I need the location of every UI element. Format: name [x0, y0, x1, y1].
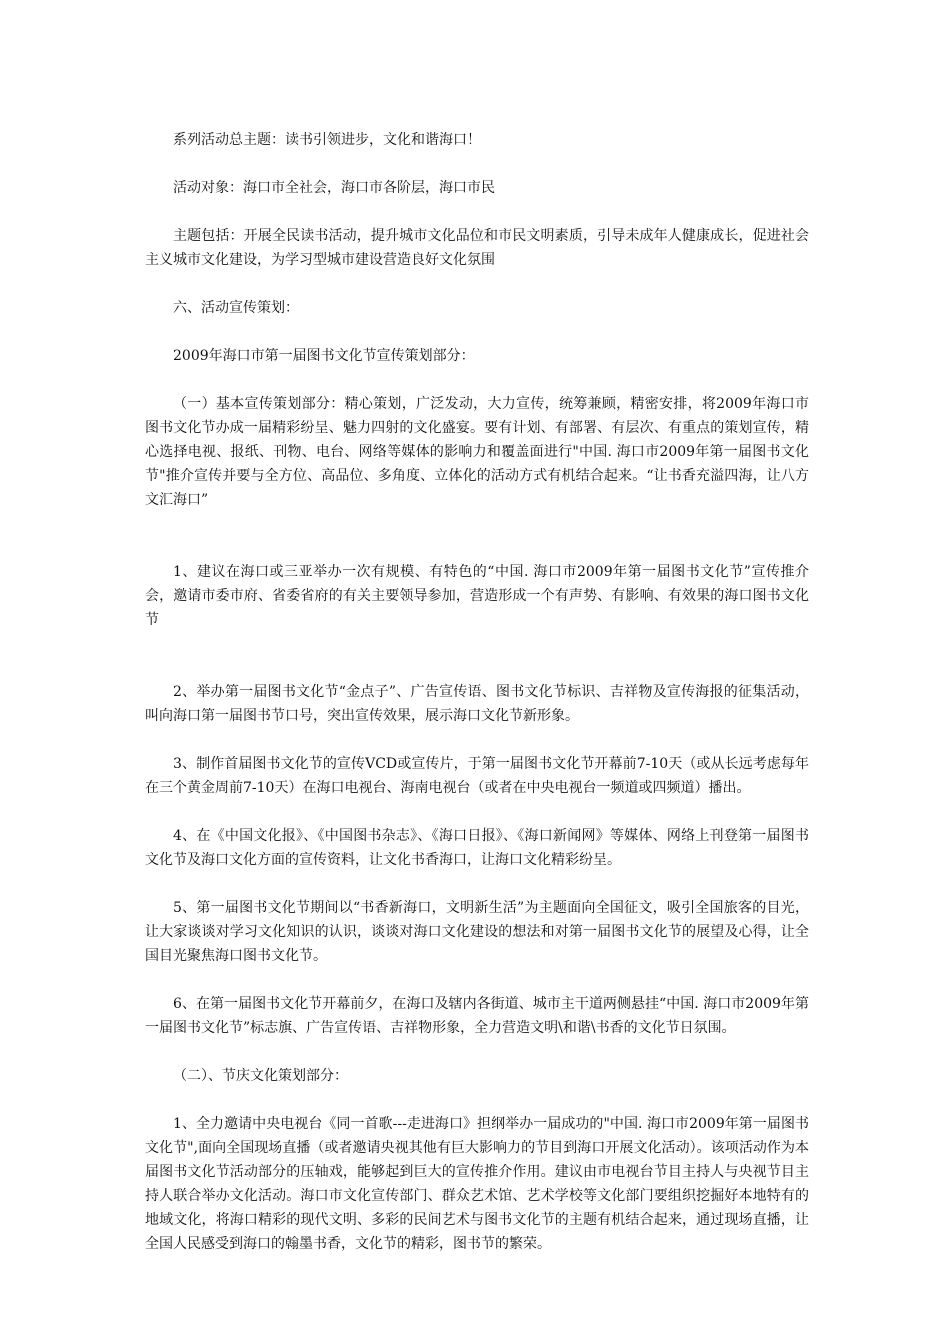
- section-heading-publicity: 六、活动宣传策划：: [173, 300, 299, 316]
- list-item-1: 1、建议在海口或三亚举办一次有规模、有特色的“中国. 海口市2009年第一届图书文化节”宣传推介会，邀请市委市府、省委省府的有关主要领导参加，营造形成一个有声势、有影响、有效果的海口图书文化节: [145, 564, 809, 628]
- list-item-festival-1: 1、全力邀请中央电视台《同一首歌---走进海口》担纲举办一届成功的"中国. 海口市2009年第一届图书文化节",面向全国现场直播（或者邀请央视其他有巨大影响力的节目到海口开展文化活动）。该项活动作为本届图书文化节活动部分的压轴戏，能够起到巨大的宣传推介作用。建议由市电视台节目主持人与央视节目主持人联合举办文化活动。海口市文化宣传部门、群众艺术馆、艺术学校等文化部门要组织挖掘好本地特有的地域文化，将海口精彩的现代文明、多彩的民间艺术与图书文化节的主题有机结合起来，通过现场直播，让全国人民感受到海口的翰墨书香，文化节的精彩，图书节的繁荣。: [145, 1116, 809, 1252]
- subheading-2009-festival: 2009年海口市第一届图书文化节宣传策划部分：: [173, 348, 475, 364]
- paragraph-target-audience: 活动对象：海口市全社会，海口市各阶层，海口市民: [173, 180, 495, 196]
- subheading-festival-culture: （二）、节庆文化策划部分：: [173, 1068, 348, 1084]
- list-item-3: 3、制作首届图书文化节的宣传VCD或宣传片，于第一届图书文化节开幕前7-10天（或从长远考虑每年在三个黄金周前7-10天）在海口电视台、海南电视台（或者在中央电视台一频道或四频道）播出。: [145, 756, 809, 796]
- document-body: [145, 128, 809, 1280]
- paragraph-main-theme: 系列活动总主题：读书引领进步，文化和谐海口！: [173, 132, 481, 148]
- paragraph-basic-publicity: （一）基本宣传策划部分：精心策划，广泛发动，大力宣传，统筹兼顾，精密安排，将2009年海口市图书文化节办成一届精彩纷呈、魅力四射的文化盛宴。要有计划、有部署、有层次、有重点的策划宣传，精心选择电视、报纸、刊物、电台、网络等媒体的影响力和覆盖面进行"中国. 海口市2009年第一届图书文化节"推介宣传并要与全方位、高品位、多角度、立体化的活动方式有机结合起来。“让书香充溢四海，让八方文汇海口”: [145, 396, 809, 508]
- list-item-4: 4、在《中国文化报》、《中国图书杂志》、《海口日报》、《海口新闻网》等媒体、网络上刊登第一届图书文化节及海口文化方面的宣传资料，让文化书香海口，让海口文化精彩纷呈。: [145, 828, 809, 868]
- list-item-2: 2、举办第一届图书文化节“金点子”、广告宣传语、图书文化节标识、吉祥物及宣传海报的征集活动，叫向海口第一届图书节口号，突出宣传效果，展示海口文化节新形象。: [145, 684, 809, 724]
- list-item-6: 6、在第一届图书文化节开幕前夕，在海口及辖内各街道、城市主干道两侧悬挂“中国. 海口市2009年第一届图书文化节”标志旗、广告宣传语、吉祥物形象，全力营造文明\和谐\书香的文化节日氛围。: [145, 996, 809, 1036]
- list-item-5: 5、第一届图书文化节期间以“书香新海口，文明新生活”为主题面向全国征文，吸引全国旅客的目光，让大家谈谈对学习文化知识的认识，谈谈对海口文化建设的想法和对第一届图书文化节的展望及心得，让全国目光聚焦海口图书文化节。: [145, 900, 809, 964]
- paragraph-theme-contents: 主题包括：开展全民读书活动，提升城市文化品位和市民文明素质，引导未成年人健康成长，促进社会主义城市文化建设，为学习型城市建设营造良好文化氛围: [145, 228, 809, 268]
